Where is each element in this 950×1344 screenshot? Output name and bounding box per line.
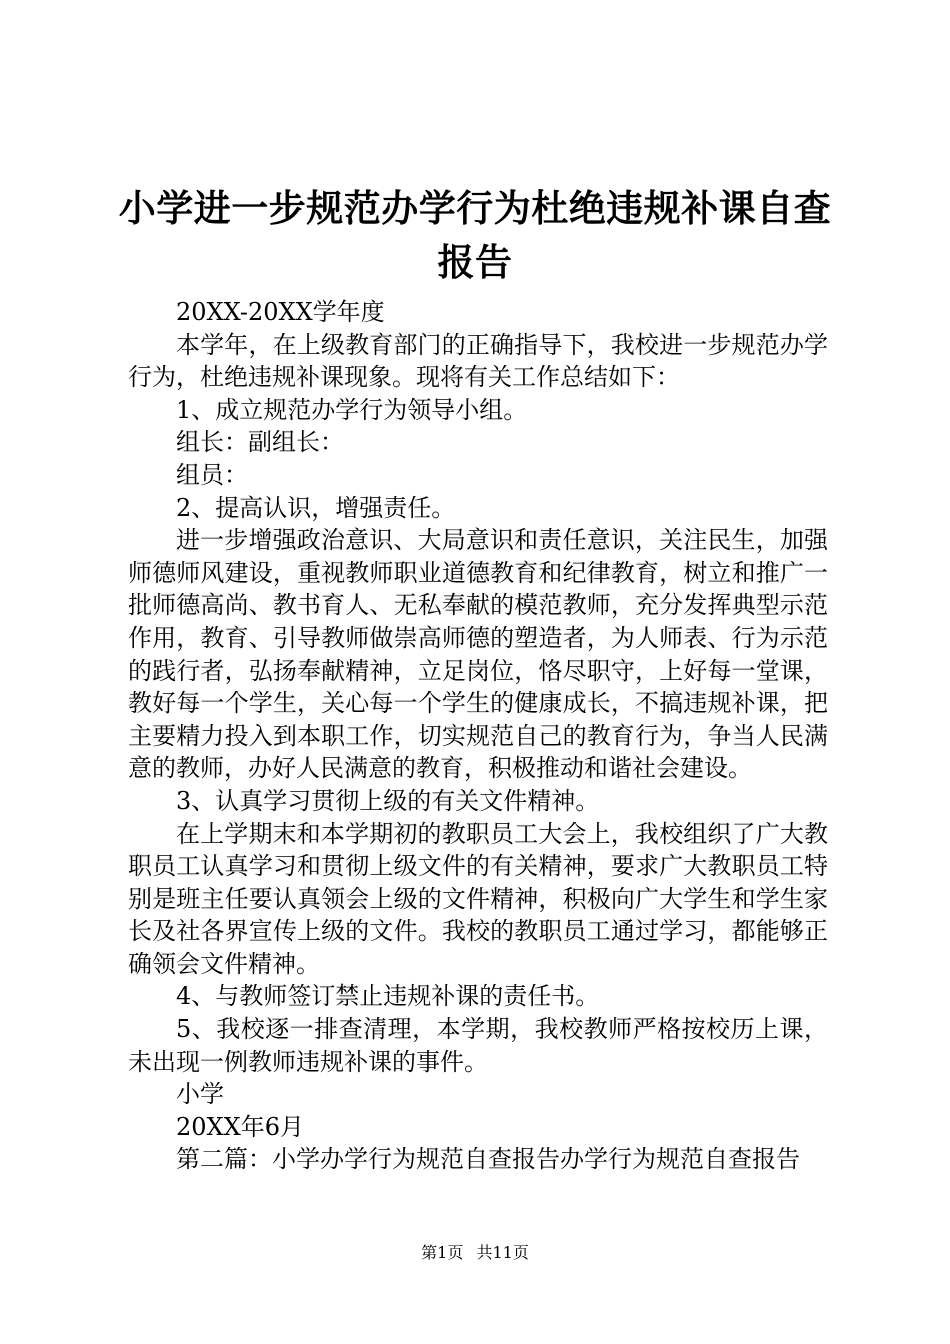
paragraph-signature-school: 小学: [176, 1080, 224, 1109]
paragraph-item-5: 5、我校逐一排查清理，本学期，我校教师严格按校历上课，未出现一例教师违规补课的事件。: [128, 1015, 828, 1076]
page-number: 第1页: [421, 1243, 464, 1262]
paragraph-item-1: 1、成立规范办学行为领导小组。: [176, 395, 528, 424]
paragraph-item-4: 4、与教师签订禁止违规补课的责任书。: [176, 982, 600, 1011]
paragraph-members: 组员：: [176, 460, 248, 489]
paragraph-item-2: 2、提高认识，增强责任。: [176, 493, 456, 522]
document-body: [128, 296, 828, 1176]
paragraph-signature-date: 20XX年6月: [176, 1112, 304, 1141]
paragraph-leaders: 组长：副组长：: [176, 428, 344, 457]
paragraph-item-3: 3、认真学习贯彻上级的有关文件精神。: [176, 786, 600, 815]
paragraph-item-2-body: 进一步增强政治意识、大局意识和责任意识，关注民生，加强师德师风建设，重视教师职业道德教育和纪律教育，树立和推广一批师德高尚、教书育人、无私奉献的模范教师，充分发挥典型示范作用，教育、引导教师做崇高师德的塑造者，为人师表、行为示范的践行者，弘扬奉献精神，立足岗位，恪尽职守，上好每一堂课，教好每一个学生，关心每一个学生的健康成长，不搞违规补课，把主要精力投入到本职工作，切实规范自己的教育行为，争当人民满意的教师，办好人民满意的教育，积极推动和谐社会建设。: [128, 526, 828, 783]
page-footer: [0, 1242, 950, 1264]
document-title: 小学进一步规范办学行为杜绝违规补课自查报告: [118, 187, 832, 284]
paragraph-school-year: 20XX-20XX学年度: [176, 298, 385, 326]
paragraph-second-article: 第二篇：小学办学行为规范自查报告办学行为规范自查报告: [176, 1145, 800, 1174]
page-total: 共11页: [476, 1243, 529, 1262]
paragraph-item-3-body: 在上学期末和本学期初的教职员工大会上，我校组织了广大教职员工认真学习和贯彻上级文件的有关精神，要求广大教职员工特别是班主任要认真领会上级的文件精神，积极向广大学生和学生家长及社各界宣传上级的文件。我校的教职员工通过学习，都能够正确领会文件精神。: [128, 819, 828, 978]
paragraph-intro: 本学年，在上级教育部门的正确指导下，我校进一步规范办学行为，杜绝违规补课现象。现将有关工作总结如下：: [128, 330, 828, 392]
